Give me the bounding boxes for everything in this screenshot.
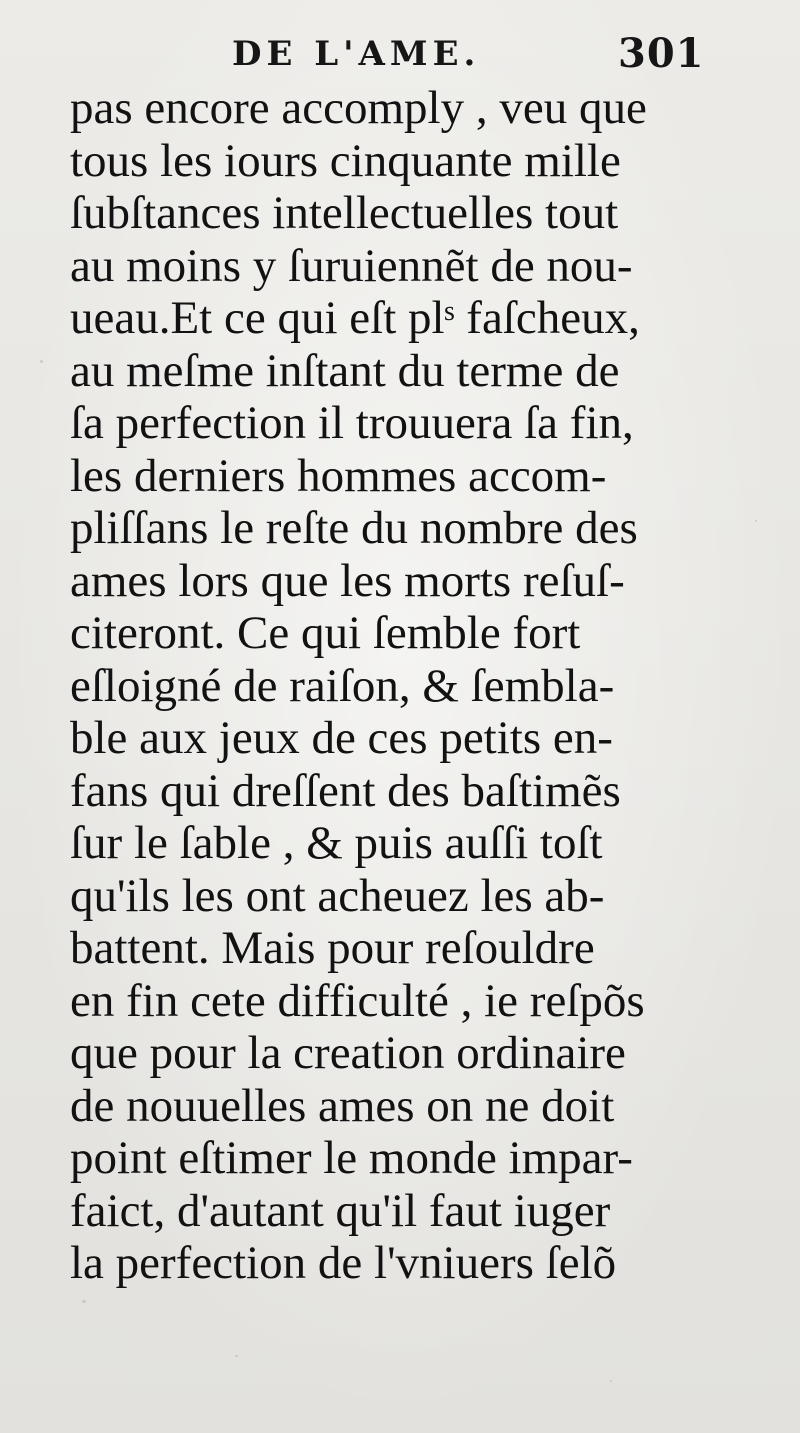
text-line: en fin cete difficulté , ie reſpõs [70,974,645,1027]
text-line: tous les iours cinquante mille [70,134,621,187]
paper-speck [82,1300,86,1303]
running-head [0,26,800,86]
text-line: qu'ils les ont acheuez les ab- [70,869,605,922]
text-line: pas encore accomply , veu que [70,82,647,134]
text-line: ble aux jeux de ces petits en- [70,712,613,764]
text-line: ſur le ſable , & puis auſſi toſt [70,817,603,869]
text-line: les derniers hommes accom- [70,449,607,502]
body-text [70,82,730,1290]
text-line: ames lors que les morts reſuſ- [70,554,625,607]
paper-speck [40,360,43,363]
text-line: que pour la creation ordinaire [70,1027,626,1079]
text-line: battent. Mais pour reſouldre [70,922,595,974]
text-line: au meſme inſtant du terme de [70,344,620,397]
text-line: eſloigné de raiſon, & ſembla- [70,659,615,712]
text-line: fans qui dreſſent des baſtimẽs [70,764,621,817]
text-line: point eſtimer le monde impar- [70,1132,633,1184]
running-head-title: DE L'AME. [232,34,481,74]
text-line: pliſſans le reſte du nombre des [70,502,638,554]
paper-speck [755,520,757,522]
text-line: la perfection de l'vniuers ſelõ [70,1237,617,1289]
paper-speck [235,1355,238,1357]
paper-speck [610,1380,612,1382]
text-line: citeront. Ce qui ſemble fort [70,607,581,659]
page-number: 301 [618,30,705,77]
text-line: ſa perfection il trouuera ſa fin, [70,397,634,449]
text-line: faict, d'autant qu'il faut iuger [70,1184,611,1237]
text-line: de nouuelles ames on ne doit [70,1079,615,1132]
text-line: ueau.Et ce qui eſt plˢ faſcheux, [70,292,640,344]
text-line: ſubſtances intellectuelles tout [70,187,619,239]
text-line: au moins y ſuruiennẽt de nou- [70,239,633,292]
